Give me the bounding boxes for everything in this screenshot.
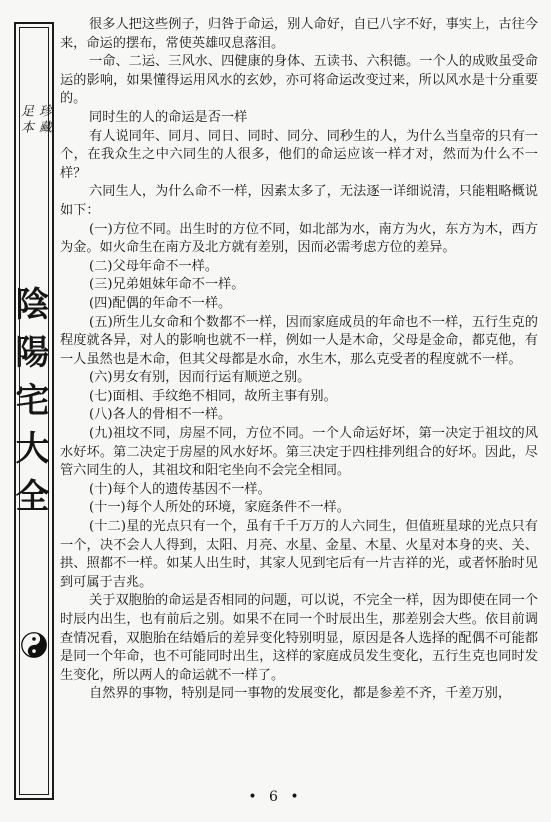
paragraph: 很多人把这些例子，归咎于命运，别人命好，自已八字不好，事实上，古往今来，命运的摆布，常使英雄叹息落泪。 [60,17,538,51]
paragraph: 六同生人，为什么命不一样，因素太多了，无法逐一详细说清，只能粗略概说如下： [60,184,538,218]
collection-seal [18,104,51,136]
paragraph: 自然界的事物，特别是同一事物的发展变化，都是参差不齐，千差万别， [89,686,512,702]
list-item: (十二)星的光点只有一个，虽有千千万万的人六同生，但值班星球的光点只有一个，决不会人人得到，太阳、月亮、水星、金星、木星、火星对本身的夹、关、拱、照都不一样。如某人出生时，其家人见到宅后有一片吉祥的光，或者怀胎时见到可属于吉兆。 [60,519,538,590]
list-item: (十一)每个人所处的环境，家庭条件不一样。 [89,500,350,516]
book-title: 陰陽宅大全 [9,286,49,526]
list-item: (九)祖坟不同，房屋不同，方位不同。一个人命运好坏，第一决定于祖坟的风水好坏。第二决定于房屋的风水好坏。第三决定于四柱排列组合的好坏。因此，尽管六同生的人，其祖坟和阳宅坐向不会完全相同。 [60,426,538,479]
book-sidebar [9,22,54,800]
list-item: (八)各人的骨相不一样。 [89,407,232,423]
list-item: (一)方位不同。出生时的方位不同，如北部为水，南方为火，东方为木，西方为金。如火命生在南方及北方就有差别，因而必需考虑方位的差异。 [60,221,538,256]
list-item: (二)父母年命不一样。 [89,258,219,274]
section-heading: 同时生的人的命运是否一样 [89,109,248,125]
list-item: (六)男女有别，因而行运有顺逆之别。 [89,370,311,386]
seal-text-left: 足本 [18,104,33,136]
yin-yang-icon [21,632,47,658]
seal-text-right: 珍藏 [36,104,51,136]
list-item: (十)每个人的遗传基因不一样。 [89,481,271,497]
page-number: • 6 • [248,789,303,805]
paragraph: 关于双胞胎的命运是否相同的问题，可以说，不完全一样，因为即使在同一个时辰内出生，也有前后之别。如果不在同一个时辰出生，那差别会大些。依目前调查情况看，双胞胎在结婚后的差异变化特别明显，原因是各人选择的配偶不可能都是同一个年命，也不可能同时出生，这样的家庭成员发生变化，五行生克也同时发生变化，所以两人的命运就不一样了。 [60,593,538,683]
list-item: (五)所生儿女命和个数都不一样，因而家庭成员的年命也不一样，五行生克的程度就各异，对人的影响也就不一样，例如一人是木命，父母是金命，都克他，有一人虽然也是木命，但其父母都是水命，水生木，那么克受者的程度就不一样。 [60,314,538,367]
list-item: (七)面相、手纹绝不相同，故所主事有别。 [89,388,337,404]
list-item: (四)配偶的年命不一样。 [89,295,232,311]
paragraph: 有人说同年、同月、同日、同时、同分、同秒生的人，为什么当皇帝的只有一个，在我众生之中六同生的人很多，他们的命运应该一样才对，然而为什么不一样？ [60,128,538,181]
page-body [60,16,538,704]
paragraph: 一命、二运、三风水、四健康的身体、五读书、六积德。一个人的成败虽受命运的影响，如果懂得运用风水的玄妙，亦可将命运改变过来，所以风水是十分重要的。 [60,54,538,107]
list-item: (三)兄弟姐妹年命不一样。 [89,277,245,293]
